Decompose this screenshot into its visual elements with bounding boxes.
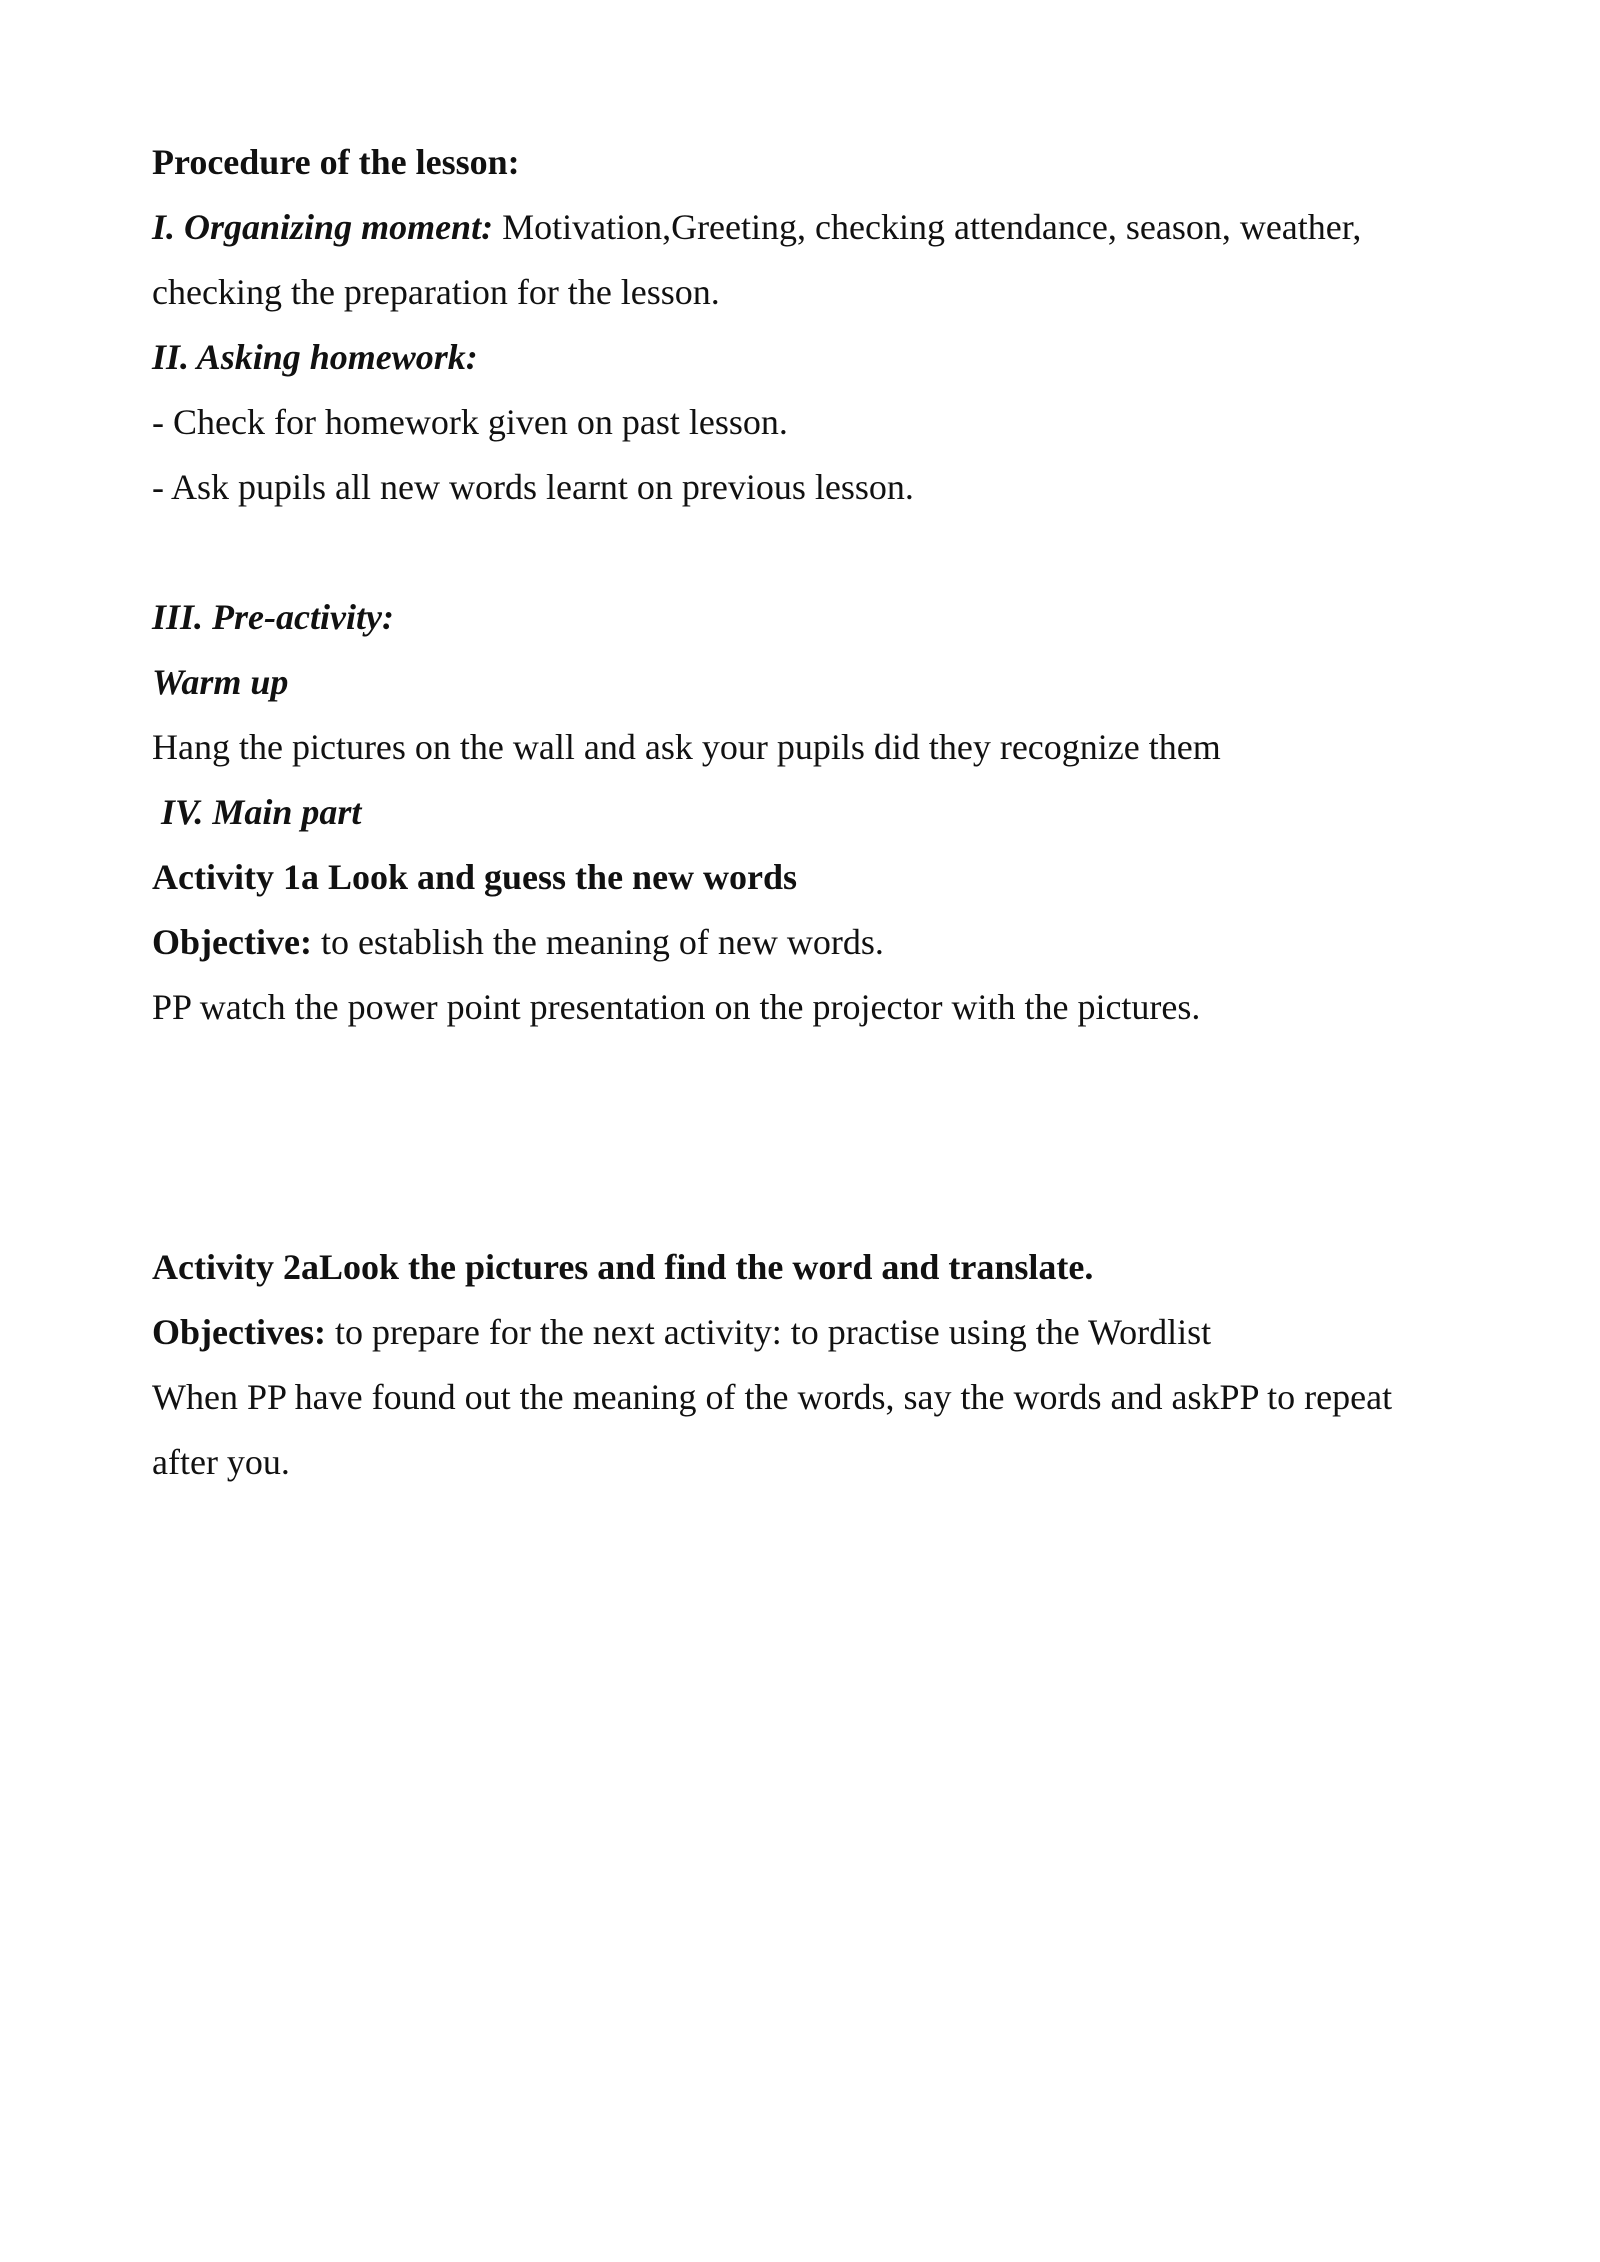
organizing-moment-label: I. Organizing moment: — [152, 207, 494, 247]
activity-2-objective-text: to prepare for the next activity: to practise using the Wordlist — [325, 1312, 1212, 1352]
asking-homework-label: II. Asking homework: — [152, 337, 478, 377]
activity-2-text: When PP have found out the meaning of the words, say the words and askPP to repeat — [152, 1377, 1393, 1417]
activity-1-objective — [152, 910, 1472, 975]
activity-1-text: PP watch the power point presentation on the projector with the pictures. — [152, 987, 1201, 1027]
lesson-procedure-heading: Procedure of the lesson: — [152, 142, 520, 182]
activity-1-title: Activity 1a Look and guess the new words — [152, 857, 798, 897]
spacer — [152, 520, 1472, 585]
spacer — [152, 1040, 1472, 1235]
organizing-moment-text: Motivation,Greeting, checking attendance, season, weather, — [493, 207, 1362, 247]
pre-activity-label: III. Pre-activity: — [152, 597, 394, 637]
organizing-moment-paragraph — [152, 195, 1472, 260]
activity-1-objective-label: Objective: — [152, 922, 312, 962]
activity-2-objective-label: Objectives: — [152, 1312, 326, 1352]
warm-up-label: Warm up — [152, 662, 289, 702]
activity-2-title: Activity 2aLook the pictures and find the word and translate. — [152, 1247, 1094, 1287]
warm-up-text: Hang the pictures on the wall and ask your pupils did they recognize them — [152, 727, 1221, 767]
main-part-label: IV. Main part — [161, 792, 362, 832]
organizing-moment-continuation: checking the preparation for the lesson. — [152, 272, 720, 312]
activity-1-objective-text: to establish the meaning of new words. — [311, 922, 884, 962]
activity-2-objective — [152, 1300, 1472, 1365]
homework-item: - Ask pupils all new words learnt on previous lesson. — [152, 467, 914, 507]
homework-item: - Check for homework given on past lesson. — [152, 402, 788, 442]
document-body — [152, 130, 1472, 1495]
activity-2-continuation: after you. — [152, 1442, 290, 1482]
